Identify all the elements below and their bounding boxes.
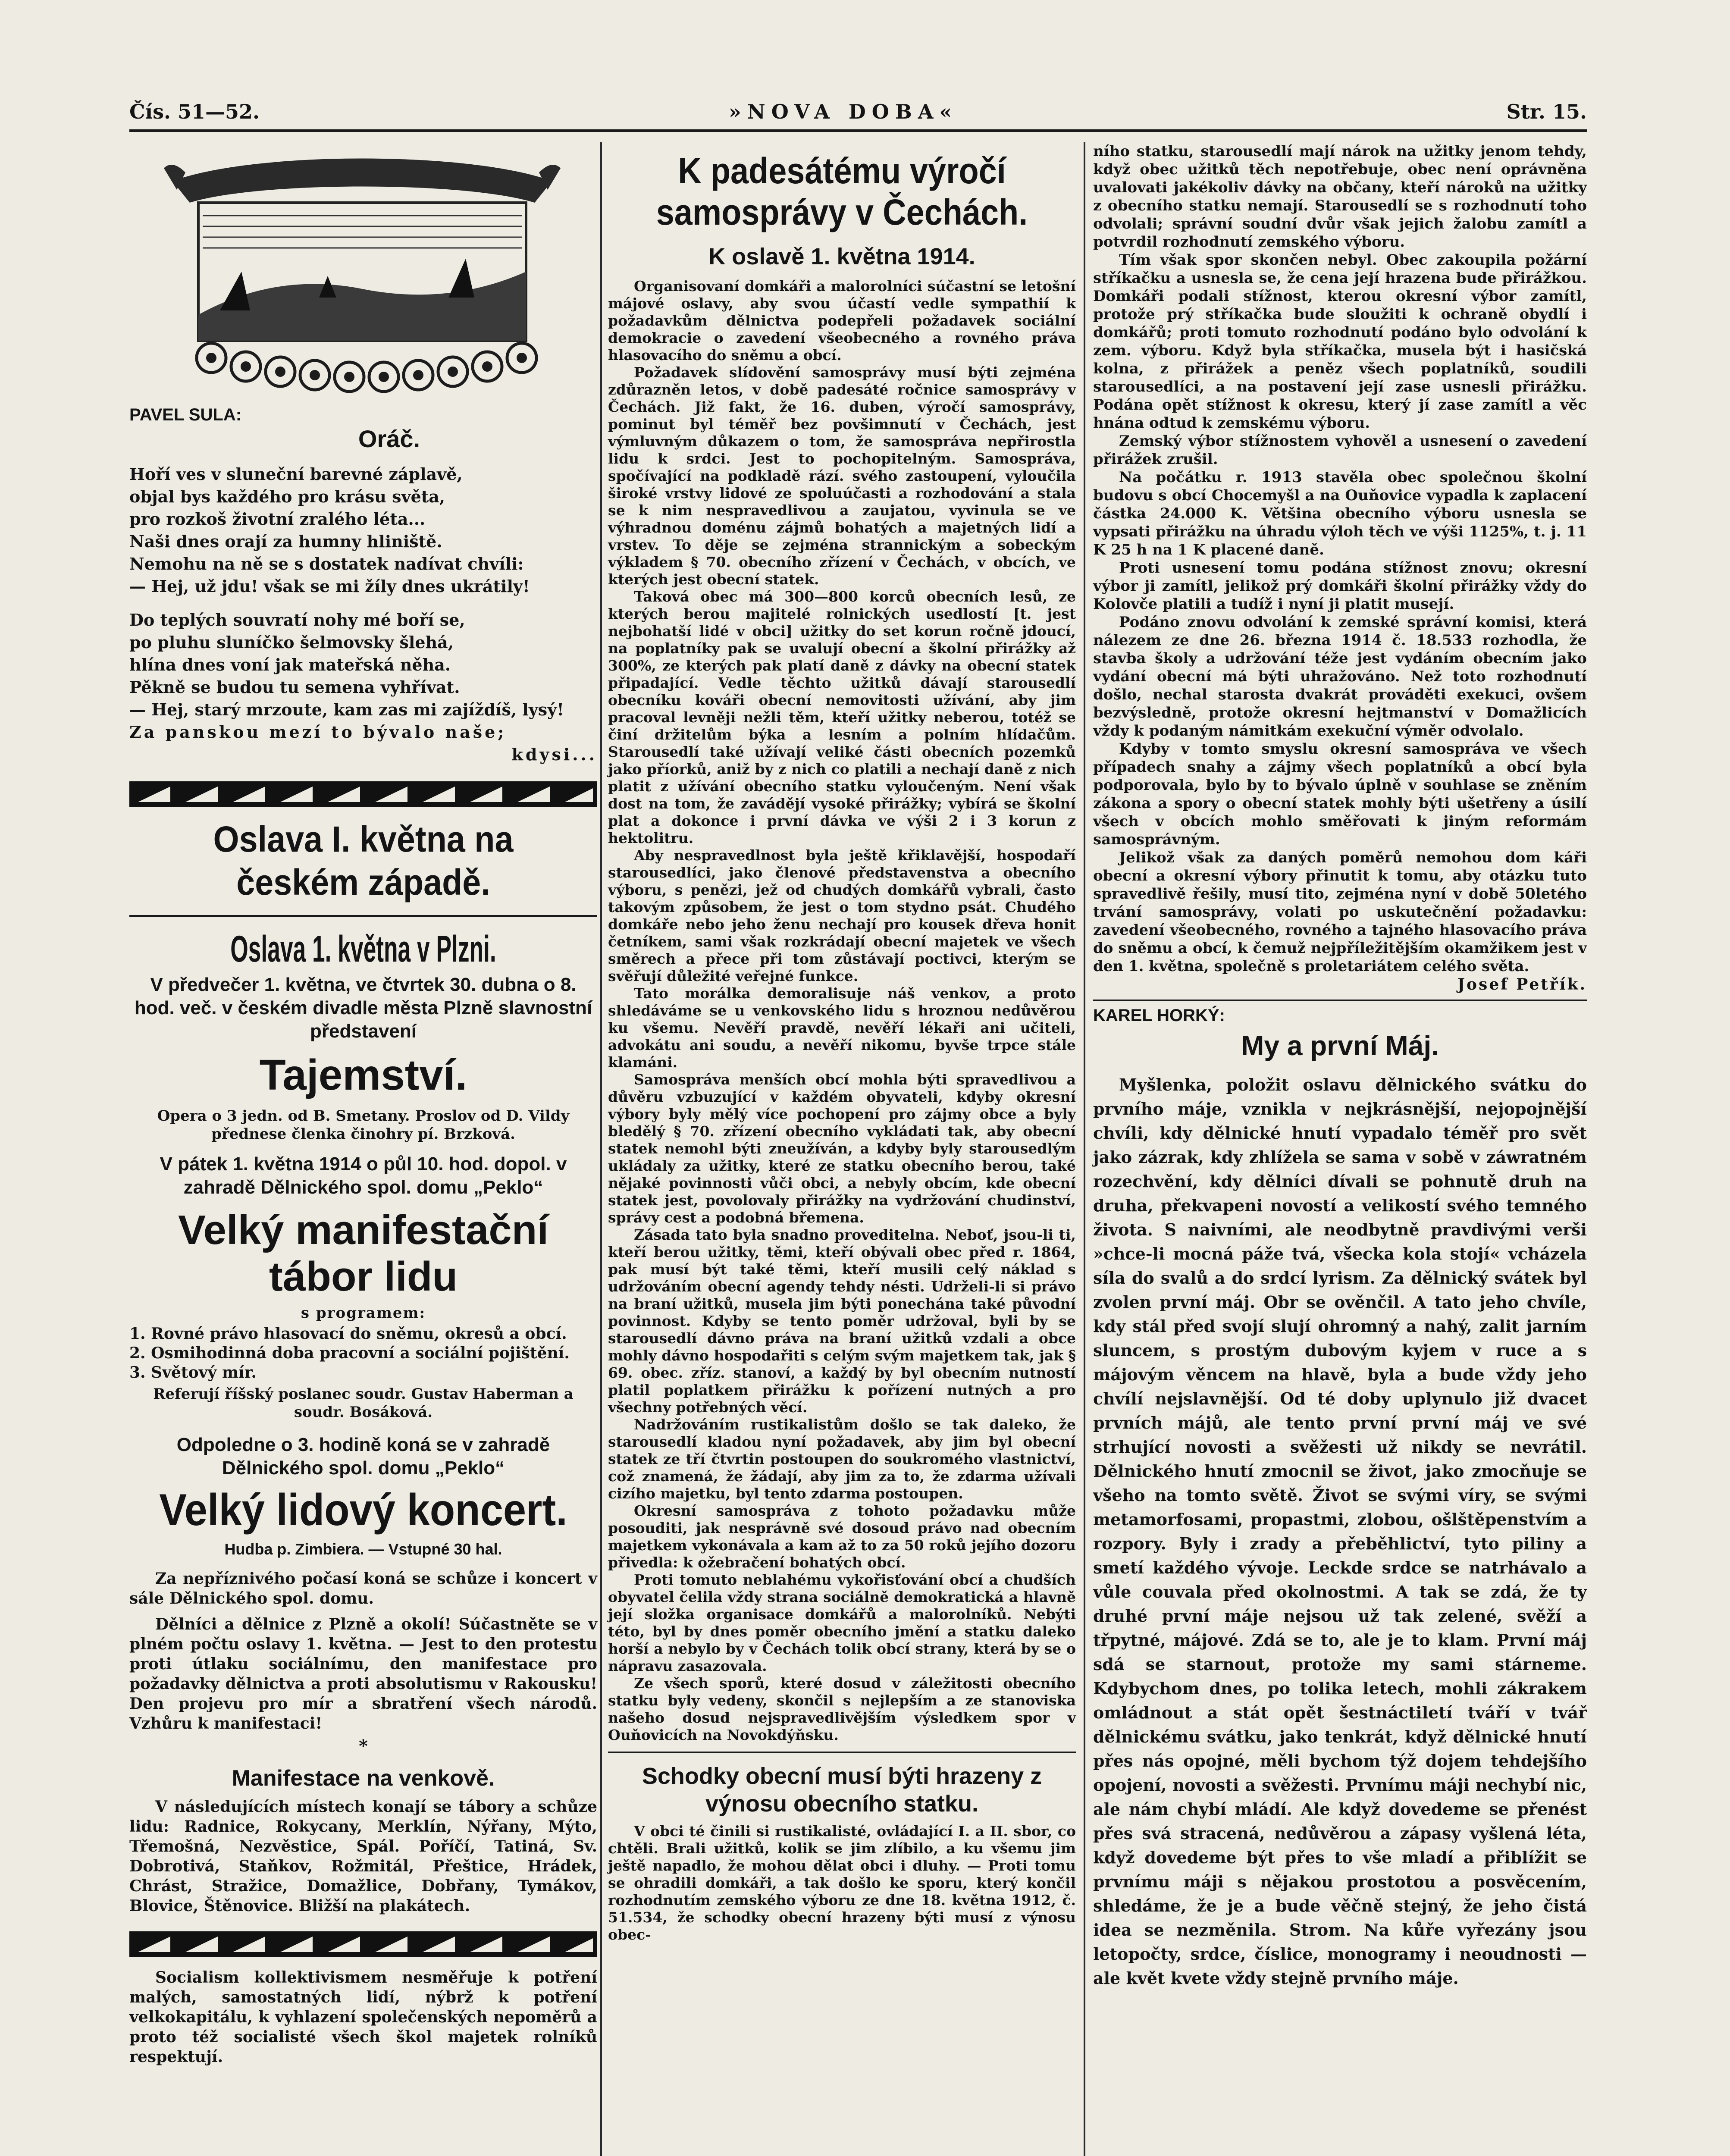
poem-line: Hoří ves v sluneční barevné záplavě,	[129, 464, 463, 484]
poem-line: Pěkně se budou tu semena vyhřívat.	[129, 677, 460, 697]
poem-line: pro rozkoš životní zralého léta...	[129, 509, 426, 529]
poem-title: Oráč.	[358, 425, 420, 452]
paragraph: Myšlenka, položit oslavu dělnického svátku do prvního máje, vznikla v nejkrásnější, nejopojnější chvíli, kdy dělnické hnutí vypadalo téměř pro svět jako zázrak, kdy zhlížela se sama v sobě v záwratném rozechvění, kdy dělníci dívali se pohnutě druh na druha, překvapeni novostí a velikostí svého temného života. S naivními, ale neodbytně pravdivými verši »chce-li mocná páže tvá, všecka kola stojí« vcházela síla do svalů a do srdcí lyrism. Za dělnický svátek byl zvolen první máj. Obr se ověnčil. A tato jeho chvíle, kdy stál před svojí slují ohromný a nahý, zalit jarním sluncem, s prostým dubovým kyjem v ruce a s májovým věncem na hlavě, byla a bude vždy jeho chvílí nejslavnější. Od té doby uplynulo již dvacet prvních májů, ale tento první první máj ve své strhující novosti a svěžesti už nikdy se nevrátil. Dělnického hnutí zmocnil se život, jako zmocňuje se všeho na tomto světě. Život se svými víry, se svými metamorfosami, propastmi, zlobou, ošlštěpenstvím a rozpory. Byly i zrady a přeběhlictví, tyto piliny a smetí každého vývoje. Leckde srdce se natrhávalo a vůle couvala před okolnostmi. A tak se zdá, že ty druhé první máje nejsou už tak zelené, svěží a třpytné, májové. Zdá se to, ale je to klam. První máj sdá se starnout, protože my sami stárneme. Kdybychom dnes, po tolika letech, mohli zákrakem omládnout a stát opět šestnáctiletí tváří v tvář dělnickému svátku, jako tenkrát, když dělnické hnutí přes nás opojné, měli bychom týž dojem tehdejšího opojení, novosti a svěžesti. Prvnímu máji nechybí nic, ale nám chybí mládí. Ale když dovedeme se přenést přes svá stracená, nedůvěrou a zápasy vyšlená léta, když dovedeme být přes to vše mladí a přiblížit se prvnímu máji s nějakou prostotou a posvěcením, shledáme, že je a bude věčně stejný, že jeho čistá idea se nezměnila. Strom. Na kůře vyřezány jsou letopočty, srdce, číslice, monogramy i neoudnosti — ale květ kvete vždy stejně prvního máje.	[1093, 1075, 1587, 1988]
article-subtitle: K oslavě 1. května 1914.	[708, 244, 975, 270]
headline-oslava-plzen: Oslava 1. května v Plzni.	[230, 928, 496, 970]
s-programem: s programem:	[301, 1304, 426, 1322]
paragraph: Proti tomuto neblahému vykořisťování obcí a chudších obyvatel čelila vždy strana sociálně demokratická a hlavně její složka organisace domkářů a malorolníků. Nebýti této, byl by dnes poměr obecního jmění a statku daleko horší a nebylo by v Čechách tolik obcí strany, která by se o nápravu zasazovala.	[608, 1571, 1076, 1674]
signature: Josef Petřík.	[1457, 975, 1587, 993]
paragraph: Na počátku r. 1913 stavěla obec společnou školní budovu s obcí Chocemyšl a na Ouňovice vypadla k zaplacení částka 24.000 K. Většina obecního výboru usnesla se vypsati přirážku na úhradu výloh těch ve výši 1125%, t. j. 11 K 25 h na 1 K placené daně.	[1093, 469, 1587, 558]
article-body	[608, 278, 1076, 1744]
poem-line: Naši dnes orají za humny hliniště.	[129, 532, 442, 551]
paragraph: Aby nespravedlnost byla ještě křiklavější, hospodaří starousedlíci, jako členové představenstva a obecního výboru, s penězi, jež od chudých domkářů vybrali, často takovým způsobem, že jest o tom stydno psát. Chudého domkáře nebo jeho ženu nechají pro kousek dřeva honit četníkem, sami však rozkrádají obecní majetek ve všech směrech a přece při tom zůstávají poctivci, kterým se svěřují důležité veřejné funkce.	[608, 847, 1076, 984]
maj-body	[1093, 1073, 1587, 1990]
plzen-intro: V předvečer 1. května, ve čtvrtek 30. dubna o 8. hod. več. v českém divadle města Plzně slavnostní představení	[134, 974, 592, 1042]
referuji: Referují říšský poslanec soudr. Gustav Haberman a soudr. Bosáková.	[153, 1385, 574, 1421]
venkov-text	[129, 1797, 597, 1916]
poem-line: — Hej, starý mrzoute, kam zas mi zajíždíš, lysý!	[129, 700, 564, 719]
poem	[129, 463, 597, 766]
poem-line: Za panskou mezí to bývalo naše;	[129, 722, 507, 742]
separator-star: *	[359, 1736, 368, 1756]
paragraph: Za nepříznivého počasí koná se schůze i koncert v sále Dělnického spol. domu.	[129, 1570, 597, 1608]
header-rule	[129, 129, 1587, 132]
headline-oslava-zapad: Oslava I. května na českém západě.	[213, 819, 514, 903]
article-title: K padesátému výročí samosprávy v Čechách.	[656, 150, 1028, 232]
section-rule	[129, 915, 597, 917]
paper-title: »NOVA DOBA«	[729, 100, 958, 123]
opera-note: Opera o 3 jedn. od B. Smetany. Proslov od D. Vildy přednese členka činohry pí. Brzková.	[157, 1107, 570, 1143]
column-divider	[600, 142, 602, 2156]
headline-tabor-lidu: Velký manifestační tábor lidu	[178, 1207, 549, 1300]
hudba-note: Hudba p. Zimbiera. — Vstupné 30 hal.	[224, 1540, 502, 1558]
program-item: 2. Osmihodinná doba pracovní a sociální pojištění.	[129, 1344, 570, 1362]
article-author: KAREL HORKÝ:	[1093, 1006, 1225, 1025]
paragraph: Tím však spor skončen nebyl. Obec zakoupila požární stříkačku a usnesla se, že cena její hrazena bude přirážkou. Domkáři podali stížnost, kterou okresní výbor zamítl, protože prý stříkačka bude sloužiti k ochraně obydlí i domkářů; proti tomuto rozhodnutí podáno bylo odvolání k zem. výboru. Když byla stříkačka, musela být i hasičská kolna, z přirážek a peněz všech poplatníků, soudili starousedlíci, a na postavení její zase usnesli přirážku. Podána opět stížnost k okresu, který jí zase zamítl a věc hnána odtud k zemskému výboru.	[1093, 251, 1587, 432]
program-list	[129, 1324, 597, 1382]
paragraph: Okresní samospráva z tohoto požadavku může posouditi, jak nesprávně své dosoud právo nad obecním majetkem vykonávala a kam až to za 50 roků jejího dozoru přivedla: k ožebračení bohatých obcí.	[608, 1502, 1076, 1571]
paragraph: Požadavek slídovění samosprávy musí býti zejména zdůrazněn letos, v době padesáté ročnice samosprávy v Čechách. Již fakt, že 16. duben, výročí samosprávy, pominut byl téměř bez povšimnutí v Čechách, jest výmluvným důkazem o tom, že samospráva nepřirostla lidu k srdci. Jest to pochopitelným. Samospráva, spočívající na podkladě rází. svého zastoupení, vyloučila široké vrstvy lidové ze spoluúčasti a rozhodování a stala se k nim nespravedlivou a zaujatou, vyvinula se ve výhradnou doménu zájmů bohatých a majetných lidí a vrstev. To děje se zejména strannickým a sobeckým výkladem § 70. obecního zřízení v Čechách, v obcích, ve kterých jest obecní statek.	[608, 364, 1076, 588]
paragraph: Jelikož však za daných poměrů nemohou dom káři obecní a okresní výbory přinutit k tomu, aby otázku tuto spravedlivě řešily, musí tito, zejména nyní v době 50letého trvání samosprávy, volati po uskutečnění požadavku: zavedení všeobecného, rovného a tajného hlasovacího práva do sněmu a obcí, k čemuž nejpříležitějším okamžikem jest v den 1. května, společně s proletariátem celého světa.	[1093, 849, 1587, 975]
odpoledne-note: Odpoledne o 3. hodině koná se v zahradě Dělnického spol. domu „Peklo“	[176, 1434, 550, 1479]
paragraph: Organisovaní domkáři a malorolníci súčastní se letošní májové oslavy, aby svou účastí vedle sympathií k požadavkům dělnictva podepřeli požadavek sociální demokracie o zavedení všeobecného a rovného práva hlasovacího do sněmu a obcí.	[608, 278, 1076, 364]
wreath-landscape-engraving-icon	[147, 142, 578, 397]
headline-koncert: Velký lidový koncert.	[159, 1485, 567, 1535]
column-3	[1093, 142, 1587, 1990]
program-item: 3. Světový mír.	[129, 1363, 257, 1382]
paragraph: ního statku, starousedlí mají nárok na užitky jenom tehdy, když obec užitků těch nepotřebuje, obec není oprávněna uvalovati jakékoliv dávky na občany, kteří nároků na užitky z obecního statku nemají. Starousedlí se s rozhodnutí toho odvolali; správní soudní dvůr však jejich žalobu zamítl a potvrdil rozhodnutí zemského výboru.	[1093, 143, 1587, 251]
issue-number: Čís. 51—52.	[129, 100, 260, 123]
paragraph: Dělníci a dělnice z Plzně a okolí! Súčastněte se v plném počtu oslavy 1. května. — Jest to den protestu proti útlaku sociálnímu, den manifestace pro požadavky dělnictva a proti absolutismu v Rakousku! Den projevu pro mír a sbratření všech národů. Vzhůru k manifestaci!	[129, 1615, 597, 1733]
poem-line: po pluhu sluníčko šelmovsky šlehá,	[129, 633, 454, 652]
paragraph: Podáno znovu odvolání k zemské správní komisi, která nálezem ze dne 26. března 1914 č. 18.533 rozhodla, že stavba školy a udržování téže jest vydáním obecním jako vydání obecní má býti uhražováno. Než toto rozhodnutí došlo, nechal starosta dvakrát prováděti exekuci, ovšem bezvýsledně, protože okresní hejtmanství v Domažlicích vždy k podaným námitkám exekuční výměr odvolalo.	[1093, 614, 1587, 740]
decorative-band-icon	[129, 1931, 597, 1957]
masthead	[129, 100, 1587, 130]
paragraph: Zásada tato byla snadno proveditelna. Neboť, jsou-li ti, kteří berou užitky, těmi, kteří obývali obec před r. 1864, pak musí být také těmi, kteří musili celý náklad s udržováním obecní agendy tehdy nésti. Udrželi-li si právo na braní užitků, musela jim býti ponechána také původní povinnost. Kdyby se tento poměr udržoval, byli by se starousedlí dávno práva na braní užitků vzdali a obce mohly dávno hospodařiti s celým svým majetkem tak, jak § 69. obec. zříz. stanoví, a každý by byl obecním nutností platil poplatkem přirážku k pořízení nutných a pro všechny potřebných věcí.	[608, 1226, 1076, 1416]
poem-author: PAVEL SULA:	[129, 405, 242, 424]
socialism-text	[129, 1968, 597, 2067]
section-rule	[608, 1752, 1076, 1753]
paragraph: Samospráva menších obcí mohla býti spravedlivou a důvěru vzbuzující v každém obyvateli, kdyby okresní výbory byly mělý více pochopení pro zájmy obce a byly bledělý § 70. zřízení obecního vykládati tak, aby obecní statek nemohl býti zneužíván, a kdyby byly starousedlým ukládaly za užitky, které ze statku obecního berou, také nějaké povinnosti vůči obci, a nebyly obcím, kde obecní statek jest, povolovaly přirážky na vydržování chudinství, správy cest a podobná břemena.	[608, 1071, 1076, 1226]
paragraph: V následujících místech konají se tábory a schůze lidu: Radnice, Rokycany, Merklín, Nýřany, Mýto, Třemošná, Nezvěstice, Spál. Poříčí, Tatiná, Sv. Dobrotivá, Staňkov, Rožmitál, Přeštice, Hrádek, Chrást, Stražice, Domažlice, Dobřany, Tymákov, Blovice, Štěnovice. Bližší na plakátech.	[129, 1798, 597, 1915]
paragraph: Taková obec má 300—800 korců obecních lesů, ze kterých berou majitelé rolnických usedlostí [t. jest nejbohatší lidé v obci] užitky do set korun ročně jdoucí, na poplatníky pak se uvalují obecní a školní přirážky až 300%, ze kterých pak platí daně z dávky na obecní statek připadající. Vedle těchto užitků dávají starousedlí obecníku kováři obecní nemovitosti užívání, aby jim pracoval levněji nežli těm, kteří užitky neberou, totéž se činí držitelům býka a lesním a polním hlídačům. Starousedlí také užívají veliké části obecních pozemků jako příorků, aniž by z nich co platili a nechají daně z nich platit z užívání obecního statku vyloučeným. Není však dost na tom, že zavádějí vysoké přirážky; vybírá se školní plat a dokonce i první dávka ve výši 2 i 3 korun z hektolitru.	[608, 588, 1076, 846]
section-rule	[1093, 1000, 1587, 1001]
paragraph: Tato morálka demoralisuje náš venkov, a proto shledáváme se u venkovského lidu s hroznou nedůvěrou ku všemu. Nevěří pravdě, nevěří lékaři ani učiteli, advokátu ani soudu, a nevěří nikomu, byvše trpce stále klamáni.	[608, 985, 1076, 1071]
paragraph: Zemský výbor stížnostem vyhověl a usnesení o zavedení přirážek zrušil.	[1093, 432, 1587, 468]
poem-line: Do teplých souvratí nohy mé boří se,	[129, 610, 465, 630]
headline-tajemstvi: Tajemství.	[259, 1051, 467, 1099]
program-item: 1. Rovné právo hlasovací do sněmu, okresů a obcí.	[129, 1325, 567, 1343]
headline-schodky: Schodky obecní musí býti hrazeny z výnosu obecního statku.	[642, 1763, 1042, 1817]
article-continuation	[1093, 142, 1587, 975]
page-number: Str. 15.	[1506, 100, 1587, 123]
column-2	[608, 142, 1076, 1943]
headline-my-a-prvni-maj: My a první Máj.	[1241, 1030, 1439, 1061]
schodky-body	[608, 1823, 1076, 1943]
patek-note: V pátek 1. května 1914 o půl 10. hod. dopol. v zahradě Dělnického spol. domu „Peklo“	[160, 1153, 567, 1198]
column-1	[129, 142, 597, 2067]
column-divider	[1084, 142, 1085, 2156]
decorative-band-icon	[129, 781, 597, 807]
col1-text	[129, 1569, 597, 1733]
poem-line: — Hej, už jdu! však se mi žíly dnes ukrátily!	[129, 577, 530, 596]
paragraph: V obci té činili si rustikalisté, ovládající I. a II. sbor, co chtěli. Brali užitků, kolik se jim zlíbilo, a ku všemu jim ještě napadlo, že mohou dělat obci i dluhy. — Proti tomu se ohradili domkáři, a tak došlo ke sporu, který končil rozhodnutím zemského výboru ze dne 18. května 1912, č. 51.534, že schodky obecní hrazeny býti musí z výnosu obec-	[608, 1823, 1076, 1943]
poem-line: hlína dnes voní jak mateřská něha.	[129, 655, 451, 674]
paragraph: Nadržováním rustikalistům došlo se tak daleko, že starousedlí kladou nyní požadavek, aby jim byl obecní statek ze tří čtvrtin postoupen do soukromého vlastnictví, což znamená, že žádají, aby jim za to, že zdarma užívali cizího majetku, byl tento zdarma postoupen.	[608, 1416, 1076, 1502]
paragraph: Kdyby v tomto smyslu okresní samospráva ve všech případech snahy a zájmy všech poplatníků a obcí byla podporovala, bylo by to bývalo úplně v souhlase se zněním zákona a spory o obecní statek mohly býti ušetřeny a úsilí všech v obcích mohlo směřovati k jiným reformám samosprávným.	[1093, 740, 1587, 848]
paragraph: Ze všech sporů, které dosud v záležitosti obecního statku byly vedeny, skončil s nejlepším a ze stanoviska našeho dosud nejspravedlivějším výsledkem spor v Ouňovicích na Novokdýňsku.	[608, 1675, 1076, 1743]
poem-line: objal bys každého pro krásu světa,	[129, 487, 445, 506]
poem-line: kdysi...	[511, 745, 597, 764]
paragraph: Socialism kollektivismem nesměřuje k potření malých, samostatných lidí, nýbrž k potření velkokapitálu, k vyhlazení společenských nepoměrů a proto též socialisté všech škol majetek rolníků respektují.	[129, 1968, 597, 2066]
paragraph: Proti usnesení tomu podána stížnost znovu; okresní výbor ji zamítl, jelikož prý domkáři školní přirážky vždy do Kolovče platili a tudíž i nyní ji platit musejí.	[1093, 559, 1587, 613]
headline-venkov: Manifestace na venkově.	[232, 1766, 495, 1791]
poem-line: Nemohu na ně se s dostatek nadívat chvíli:	[129, 554, 524, 573]
